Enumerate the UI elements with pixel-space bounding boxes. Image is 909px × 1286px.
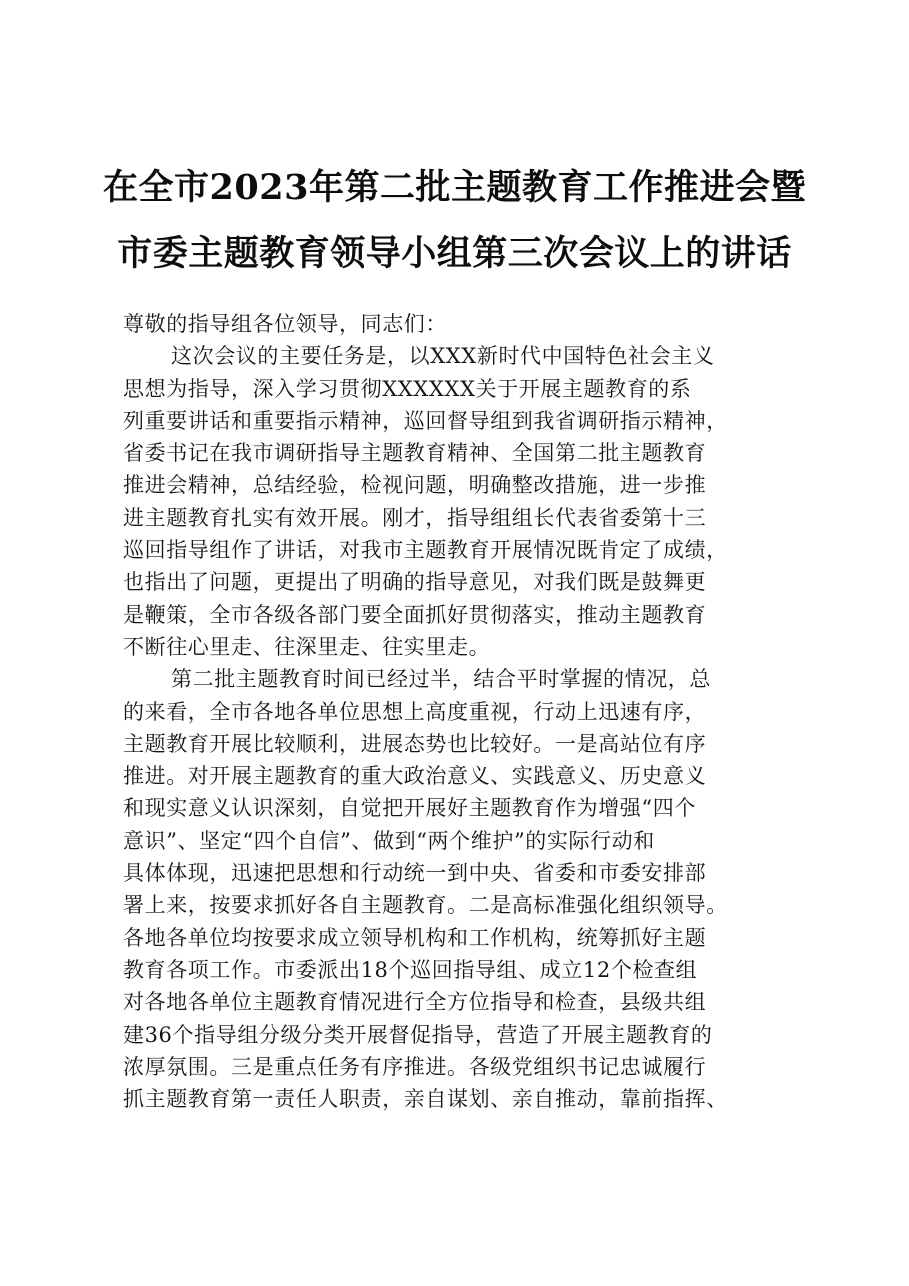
body-text-line: 这次会议的主要任务是，以XXX新时代中国特色社会主义 [171,344,715,369]
body-text-line: 各地各单位均按要求成立领导机构和工作机构，统筹抓好主题 [123,925,707,950]
body-text-line: 署上来，按要求抓好各自主题教育。二是高标准强化组织领导。 [123,893,728,918]
body-text-line: 不断往心里走、往深里走、往实里走。 [123,634,491,659]
body-text-line: 抓主题教育第一责任人职责，亲自谋划、亲自推动，靠前指挥、 [123,1087,728,1112]
body-text-line: 是鞭策，全市各级各部门要全面抓好贯彻落实，推动主题教育 [123,602,707,627]
body-text-line: 省委书记在我市调研指导主题教育精神、全国第二批主题教育 [123,441,707,466]
body-text-line: 推进。对开展主题教育的重大政治意义、实践意义、历史意义 [123,764,707,789]
document-title-line-2: 市委主题教育领导小组第三次会议上的讲话 [117,233,792,274]
body-text-line: 的来看，全市各地各单位思想上高度重视，行动上迅速有序， [123,699,707,724]
document-title-line-1: 在全市2023年第二批主题教育工作推进会暨 [103,167,806,208]
body-text-line: 推进会精神，总结经验，检视问题，明确整改措施，进一步推 [123,473,707,498]
body-text-line: 巡回指导组作了讲话，对我市主题教育开展情况既肯定了成绩， [123,538,728,563]
body-text-line: 也指出了问题，更提出了明确的指导意见，对我们既是鼓舞更 [123,570,707,595]
body-text-line: 建36个指导组分级分类开展督促指导，营造了开展主题教育的 [123,1022,713,1047]
body-text-line: 尊敬的指导组各位领导，同志们： [123,312,447,336]
body-text-line: 对各地各单位主题教育情况进行全方位指导和检查，县级共组 [123,990,707,1015]
body-text-line: 意识”、坚定“四个自信”、做到“两个维护”的实际行动和 [123,828,655,853]
document-body [123,308,823,1115]
body-text-line: 思想为指导，深入学习贯彻XXXXXX关于开展主题教育的系 [123,376,692,401]
body-text-line: 第二批主题教育时间已经过半，结合平时掌握的情况，总 [171,667,711,692]
body-text-line: 具体体现，迅速把思想和行动统一到中央、省委和市委安排部 [123,861,707,886]
body-text-line: 列重要讲话和重要指示精神，巡回督导组到我省调研指示精神， [123,408,728,433]
body-text-line: 教育各项工作。市委派出18个巡回指导组、成立12个检查组 [123,957,698,982]
body-text-line: 浓厚氛围。三是重点任务有序推进。各级党组织书记忠诚履行 [123,1054,707,1079]
body-text-line: 和现实意义认识深刻，自觉把开展好主题教育作为增强“四个 [123,796,696,821]
body-text-line: 进主题教育扎实有效开展。刚才，指导组组长代表省委第十三 [123,505,707,530]
body-text-line: 主题教育开展比较顺利，进展态势也比较好。一是高站位有序 [123,731,707,756]
